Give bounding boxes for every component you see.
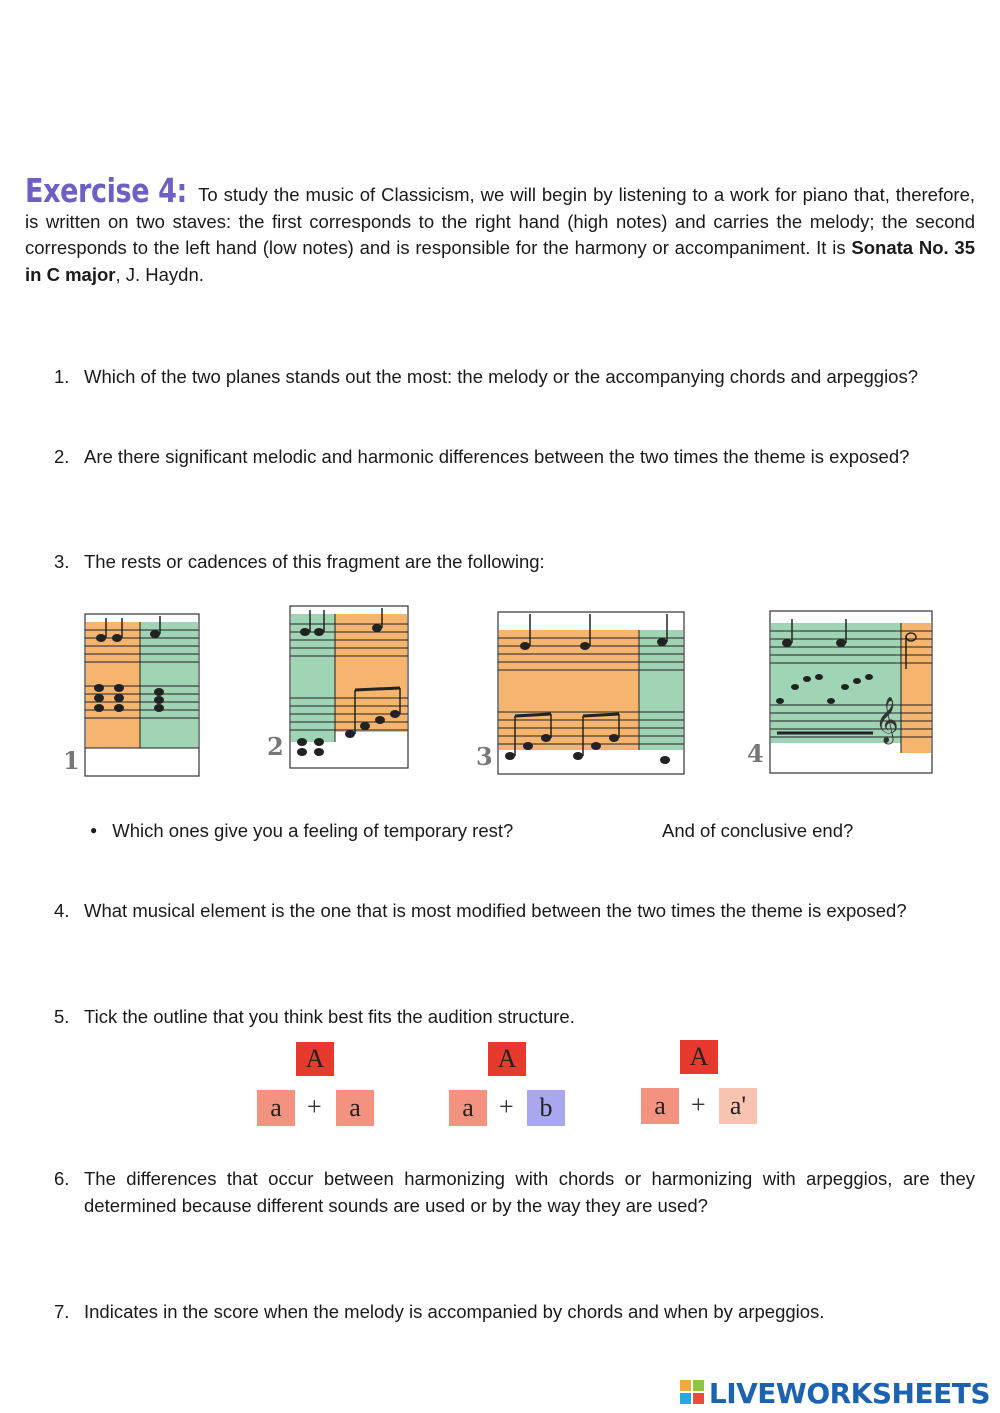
question-5: 5. Tick the outline that you think best fits the audition structure. xyxy=(54,1006,575,1027)
outline-2-left: a xyxy=(449,1090,487,1126)
outline-2-plus: + xyxy=(499,1092,514,1121)
fragment-2-label: 2 xyxy=(267,732,284,761)
outline-2-right: b xyxy=(527,1090,565,1126)
outline-3-plus: + xyxy=(691,1090,706,1119)
fragment-1-label: 1 xyxy=(63,746,80,775)
score-fragment-3 xyxy=(470,608,690,780)
fragment-3-label: 3 xyxy=(476,742,493,771)
fragment-4-label: 4 xyxy=(747,739,764,768)
outline-option-2[interactable] xyxy=(442,1040,572,1132)
outline-1-top: A xyxy=(296,1042,334,1076)
bullet-dot: ● xyxy=(90,823,98,837)
outline-3-top: A xyxy=(680,1040,718,1074)
sonata-title: Sonata No. 35 in C major xyxy=(25,237,975,285)
svg-text:𝄞: 𝄞 xyxy=(875,697,899,743)
liveworksheets-wordmark: LIVEWORKSHEETS xyxy=(708,1376,990,1410)
question-1: 1. Which of the two planes stands out the most: the melody or the accompanying chords and arpeggios? xyxy=(54,366,919,387)
liveworksheets-icon xyxy=(679,1379,705,1407)
score-fragment-1 xyxy=(55,608,205,780)
score-fragment-2 xyxy=(265,602,415,774)
liveworksheets-logo xyxy=(679,1373,990,1413)
outline-3-left: a xyxy=(641,1088,679,1124)
outline-1-right: a xyxy=(336,1090,374,1126)
exercise-title: Exercise 4: xyxy=(25,171,187,210)
exercise-intro xyxy=(25,171,975,288)
outline-1-left: a xyxy=(257,1090,295,1126)
temporary-rest-question: Which ones give you a feeling of temporary rest? xyxy=(112,820,514,841)
question-2: 2. Are there significant melodic and harmonic differences between the two times the theme is exposed? xyxy=(54,446,910,467)
outline-2-top: A xyxy=(488,1042,526,1076)
intro-text-end: , J. Haydn. xyxy=(115,263,204,285)
fragment-3-image xyxy=(470,608,690,780)
conclusive-end-question: And of conclusive end? xyxy=(662,820,854,841)
question-3: 3. The rests or cadences of this fragment are the following: xyxy=(54,551,545,572)
outline-3-right: a' xyxy=(719,1088,757,1124)
outline-option-3[interactable] xyxy=(634,1038,764,1130)
outline-option-1[interactable] xyxy=(250,1040,380,1132)
question-7: 7. Indicates in the score when the melody is accompanied by chords and when by arpeggios. xyxy=(54,1301,825,1322)
intro-text: To study the music of Classicism, we will begin by listening to a work for piano that, therefore, is written on two staves: the first corresponds to the right hand (high notes) and carries the melody; the second corresponds to the left hand (low notes) and is responsible for the harmony or accompaniment. It is xyxy=(25,184,975,258)
fragment-4-image xyxy=(745,605,935,777)
fragment-2-image xyxy=(265,602,415,774)
question-4: 4. What musical element is the one that is most modified between the two times the theme is exposed? xyxy=(54,900,907,921)
score-fragment-4 xyxy=(745,605,935,777)
cadence-bullet xyxy=(90,817,854,844)
outline-1-plus: + xyxy=(307,1092,322,1121)
question-6: 6. The differences that occur between harmonizing with chords or harmonizing with arpeggios, are they determined because different sounds are used or by the way they are used? xyxy=(54,1168,975,1216)
